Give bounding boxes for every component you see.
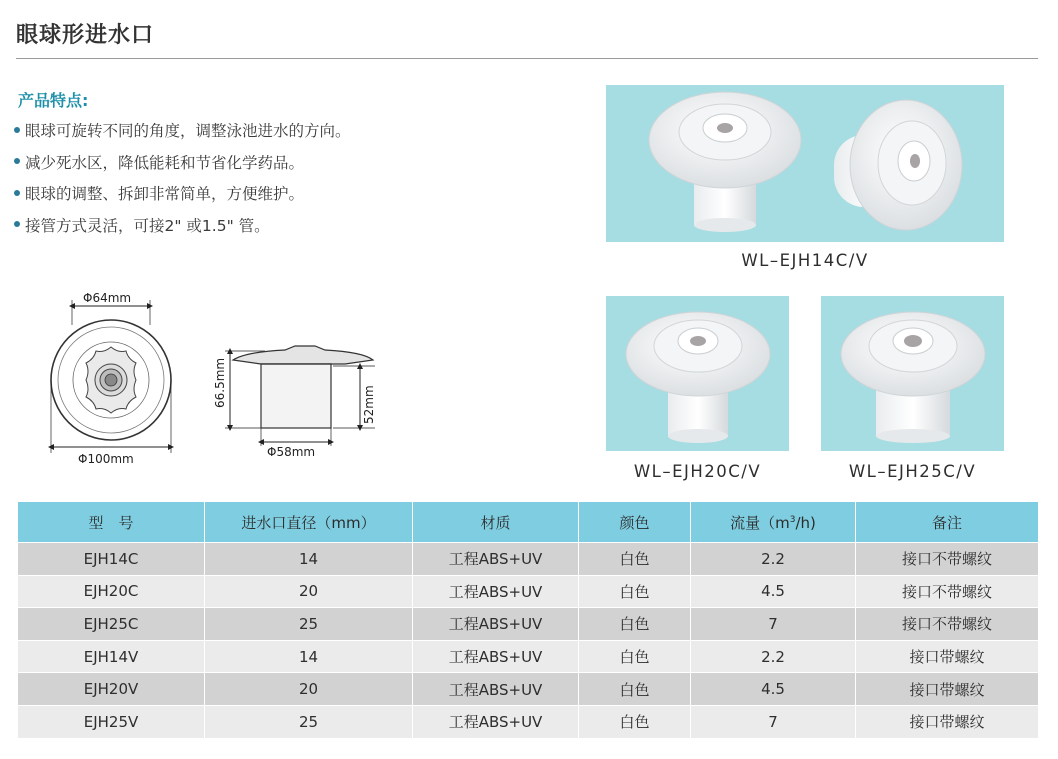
photo-caption: WL–EJH14C/V: [741, 251, 869, 270]
table-header-row: [18, 502, 1039, 543]
product-photo-ejh14: [606, 85, 1004, 242]
cell-model: EJH20C: [18, 575, 205, 608]
header-flow: 流量$(m^3/h)$: [691, 502, 856, 543]
header-material: 材质: [413, 502, 579, 543]
cell-color: 白色: [579, 673, 691, 706]
feature-item: 眼球可旋转不同的角度，调整泳池进水的方向。: [14, 117, 351, 149]
table-body: [18, 543, 1039, 739]
photo-caption: WL–EJH20C/V: [633, 462, 762, 481]
cell-diameter: 20: [205, 575, 413, 608]
dim-inner-diameter: Φ64mm: [83, 291, 132, 305]
cell-material: 工程ABS+UV: [413, 543, 579, 576]
table-row: [18, 543, 1039, 576]
cell-model: EJH25V: [18, 705, 205, 738]
product-photo-ejh25: [821, 296, 1004, 451]
cell-material: 工程ABS+UV: [413, 673, 579, 706]
bullet-icon: [14, 190, 20, 196]
cell-remark: 接口不带螺纹: [856, 608, 1039, 641]
cell-color: 白色: [579, 608, 691, 641]
bullet-icon: [14, 158, 20, 164]
cell-material: 工程ABS+UV: [413, 705, 579, 738]
side-view-drawing: [205, 338, 395, 468]
bullet-icon: [14, 221, 20, 227]
cell-flow: 2.2: [691, 543, 856, 576]
cell-diameter: 14: [205, 640, 413, 673]
dim-body-height: 52mm: [362, 385, 376, 424]
cell-color: 白色: [579, 575, 691, 608]
cell-material: 工程ABS+UV: [413, 640, 579, 673]
table-row: [18, 575, 1039, 608]
table-row: [18, 640, 1039, 673]
eyeball-inlet-image: [606, 296, 789, 451]
table-row: [18, 608, 1039, 641]
cell-remark: 接口带螺纹: [856, 673, 1039, 706]
spec-table: [17, 501, 1039, 739]
photo-caption: WL–EJH25C/V: [848, 462, 977, 481]
page-title: 眼球形进水口: [16, 23, 155, 48]
features-list: [14, 117, 351, 243]
feature-item: 减少死水区，降低能耗和节省化学药品。: [14, 149, 351, 181]
features-heading: 产品特点:: [18, 91, 89, 110]
cell-flow: 7: [691, 608, 856, 641]
cell-diameter: 25: [205, 608, 413, 641]
cell-material: 工程ABS+UV: [413, 575, 579, 608]
cell-model: EJH20V: [18, 673, 205, 706]
title-divider: [16, 58, 1038, 59]
cell-flow: 4.5: [691, 673, 856, 706]
cell-model: EJH25C: [18, 608, 205, 641]
header-model: 型 号: [18, 502, 205, 543]
dim-outer-diameter: Φ100mm: [78, 452, 134, 465]
cell-color: 白色: [579, 705, 691, 738]
header-color: 颜色: [579, 502, 691, 543]
cell-model: EJH14C: [18, 543, 205, 576]
eyeball-inlet-image: [606, 85, 1004, 242]
cell-model: EJH14V: [18, 640, 205, 673]
cell-material: 工程ABS+UV: [413, 608, 579, 641]
top-view-drawing: [40, 285, 200, 465]
cell-flow: 7: [691, 705, 856, 738]
cell-color: 白色: [579, 640, 691, 673]
cell-diameter: 14: [205, 543, 413, 576]
cell-flow: 4.5: [691, 575, 856, 608]
header-remark: 备注: [856, 502, 1039, 543]
header-diameter: 进水口直径（mm）: [205, 502, 413, 543]
product-photo-ejh20: [606, 296, 789, 451]
bullet-icon: [14, 127, 20, 133]
table-row: [18, 673, 1039, 706]
feature-item: 眼球的调整、拆卸非常简单，方便维护。: [14, 180, 351, 212]
cell-diameter: 25: [205, 705, 413, 738]
dim-total-height: 66.5mm: [213, 357, 227, 408]
cell-remark: 接口带螺纹: [856, 640, 1039, 673]
eyeball-inlet-image: [821, 296, 1004, 451]
cell-remark: 接口不带螺纹: [856, 543, 1039, 576]
feature-item: 接管方式灵活，可接2" 或1.5" 管。: [14, 212, 351, 244]
dim-body-diameter: Φ58mm: [267, 445, 316, 459]
cell-color: 白色: [579, 543, 691, 576]
cell-remark: 接口带螺纹: [856, 705, 1039, 738]
cell-diameter: 20: [205, 673, 413, 706]
table-row: [18, 705, 1039, 738]
cell-remark: 接口不带螺纹: [856, 575, 1039, 608]
cell-flow: 2.2: [691, 640, 856, 673]
